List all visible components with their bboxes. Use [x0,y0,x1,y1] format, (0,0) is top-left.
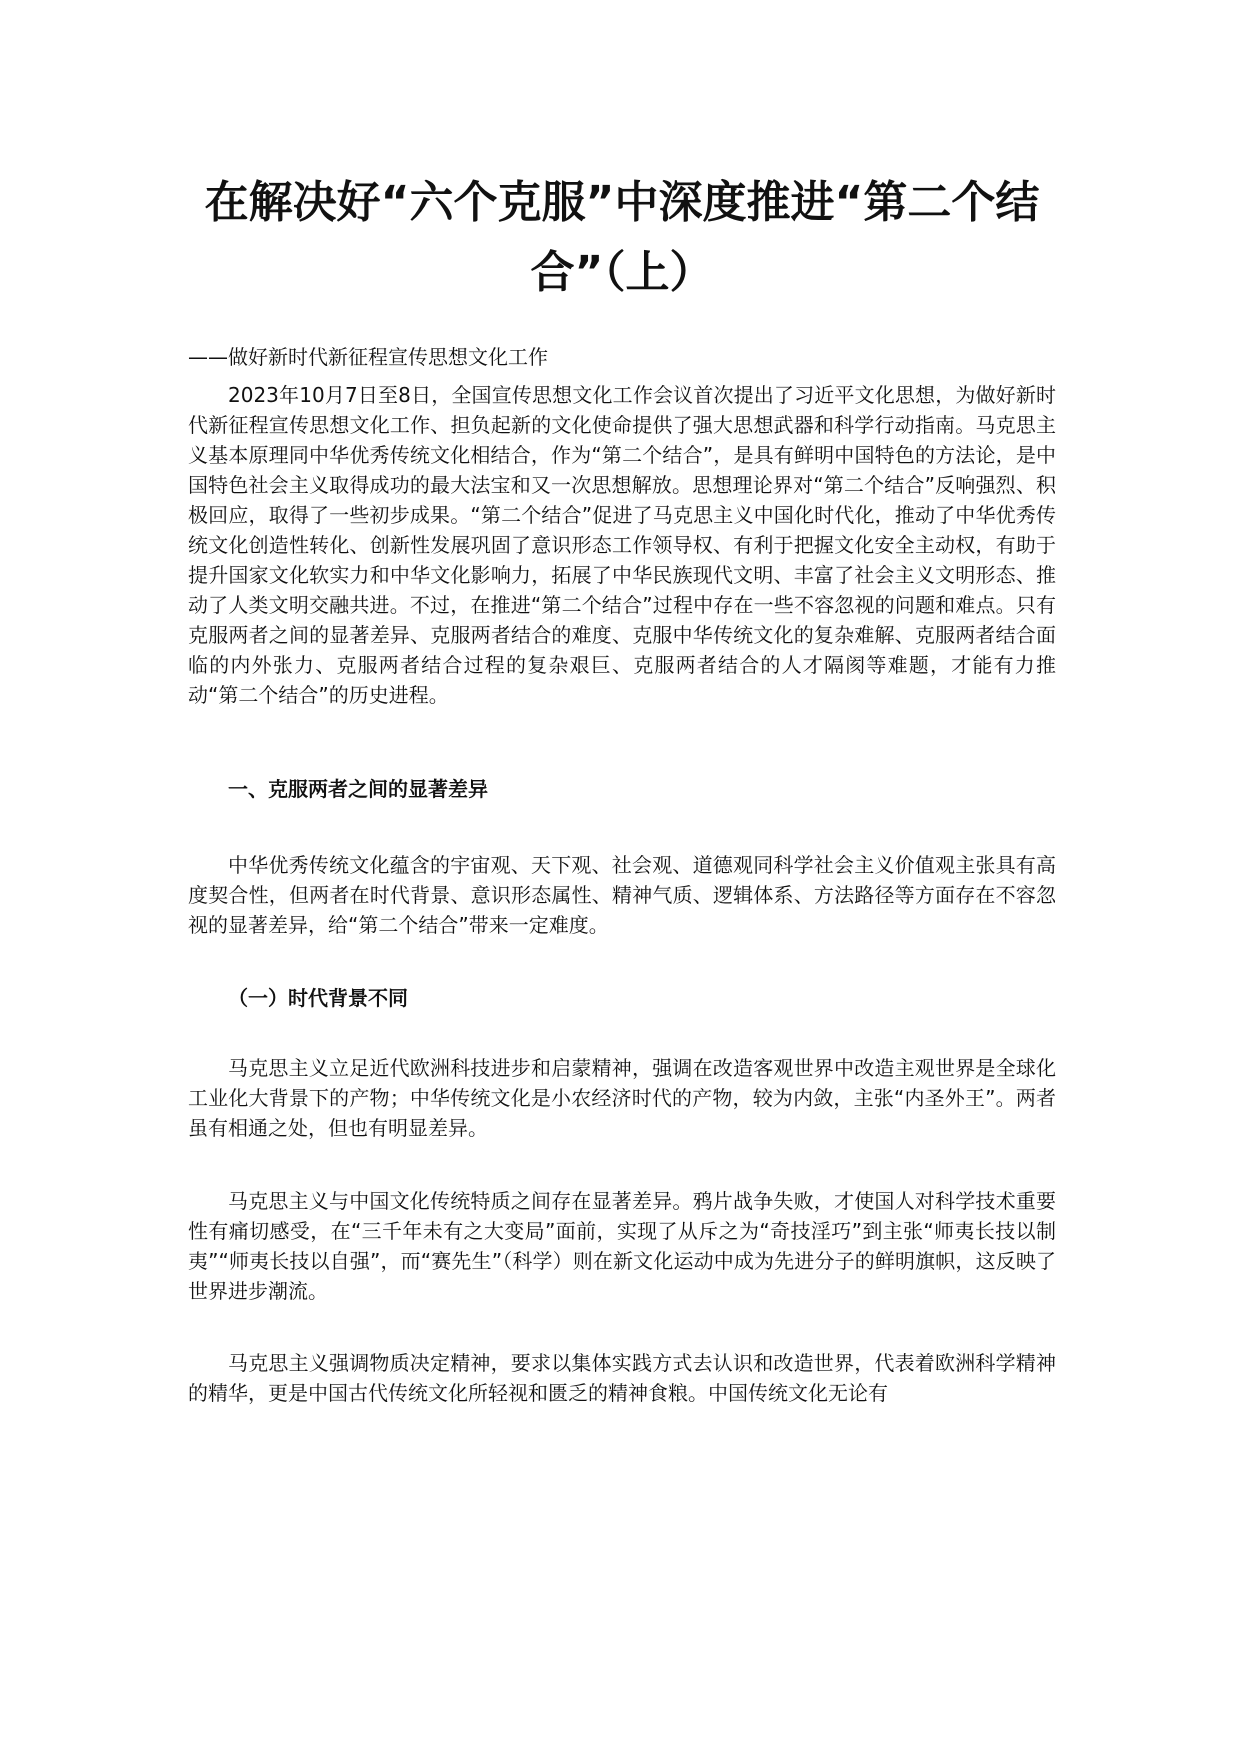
section-heading-1: 一、克服两者之间的显著差异 [228,777,488,801]
subsection-heading-1: （一）时代背景不同 [228,986,408,1010]
paragraph-cultural-difference: 马克思主义与中国文化传统特质之间存在显著差异。鸦片战争失败，才使国人对科学技术重要性有痛切感受，在“三千年未有之大变局”面前，实现了从斥之为“奇技淫巧”到主张“师夷长技以制夷”“师夷长技以自强”，而“赛先生”（科学）则在新文化运动中成为先进分子的鲜明旗帜，这反映了世界进步潮流。 [188,1189,1056,1303]
paragraph-materialism: 马克思主义强调物质决定精神，要求以集体实践方式去认识和改造世界，代表着欧洲科学精神的精华，更是中国古代传统文化所轻视和匮乏的精神食粮。中国传统文化无论有 [188,1351,1056,1405]
paragraph-era-background: 马克思主义立足近代欧洲科技进步和启蒙精神，强调在改造客观世界中改造主观世界是全球化工业化大背景下的产物；中华传统文化是小农经济时代的产物，较为内敛，主张“内圣外王”。两者虽有相通之处，但也有明显差异。 [188,1056,1056,1140]
document-subtitle: ——做好新时代新征程宣传思想文化工作 [188,345,548,369]
document-title: 在解决好“六个克服”中深度推进“第二个结合”（上） [204,177,1040,298]
paragraph-section-1: 中华优秀传统文化蕴含的宇宙观、天下观、社会观、道德观同科学社会主义价值观主张具有高度契合性，但两者在时代背景、意识形态属性、精神气质、逻辑体系、方法路径等方面存在不容忽视的显著差异，给“第二个结合”带来一定难度。 [188,853,1056,937]
paragraph-intro: 2023年10月7日至8日，全国宣传思想文化工作会议首次提出了习近平文化思想，为做好新时代新征程宣传思想文化工作、担负起新的文化使命提供了强大思想武器和科学行动指南。马克思主义基本原理同中华优秀传统文化相结合，作为“第二个结合”，是具有鲜明中国特色的方法论，是中国特色社会主义取得成功的最大法宝和又一次思想解放。思想理论界对“第二个结合”反响强烈、积极回应，取得了一些初步成果。“第二个结合”促进了马克思主义中国化时代化，推动了中华优秀传统文化创造性转化、创新性发展巩固了意识形态工作领导权、有利于把握文化安全主动权，有助于提升国家文化软实力和中华文化影响力，拓展了中华民族现代文明、丰富了社会主义文明形态、推动了人类文明交融共进。不过，在推进“第二个结合”过程中存在一些不容忽视的问题和难点。只有克服两者之间的显著差异、克服两者结合的难度、克服中华传统文化的复杂难解、克服两者结合面临的内外张力、克服两者结合过程的复杂艰巨、克服两者结合的人才隔阂等难题，才能有力推动“第二个结合”的历史进程。 [188,383,1056,707]
